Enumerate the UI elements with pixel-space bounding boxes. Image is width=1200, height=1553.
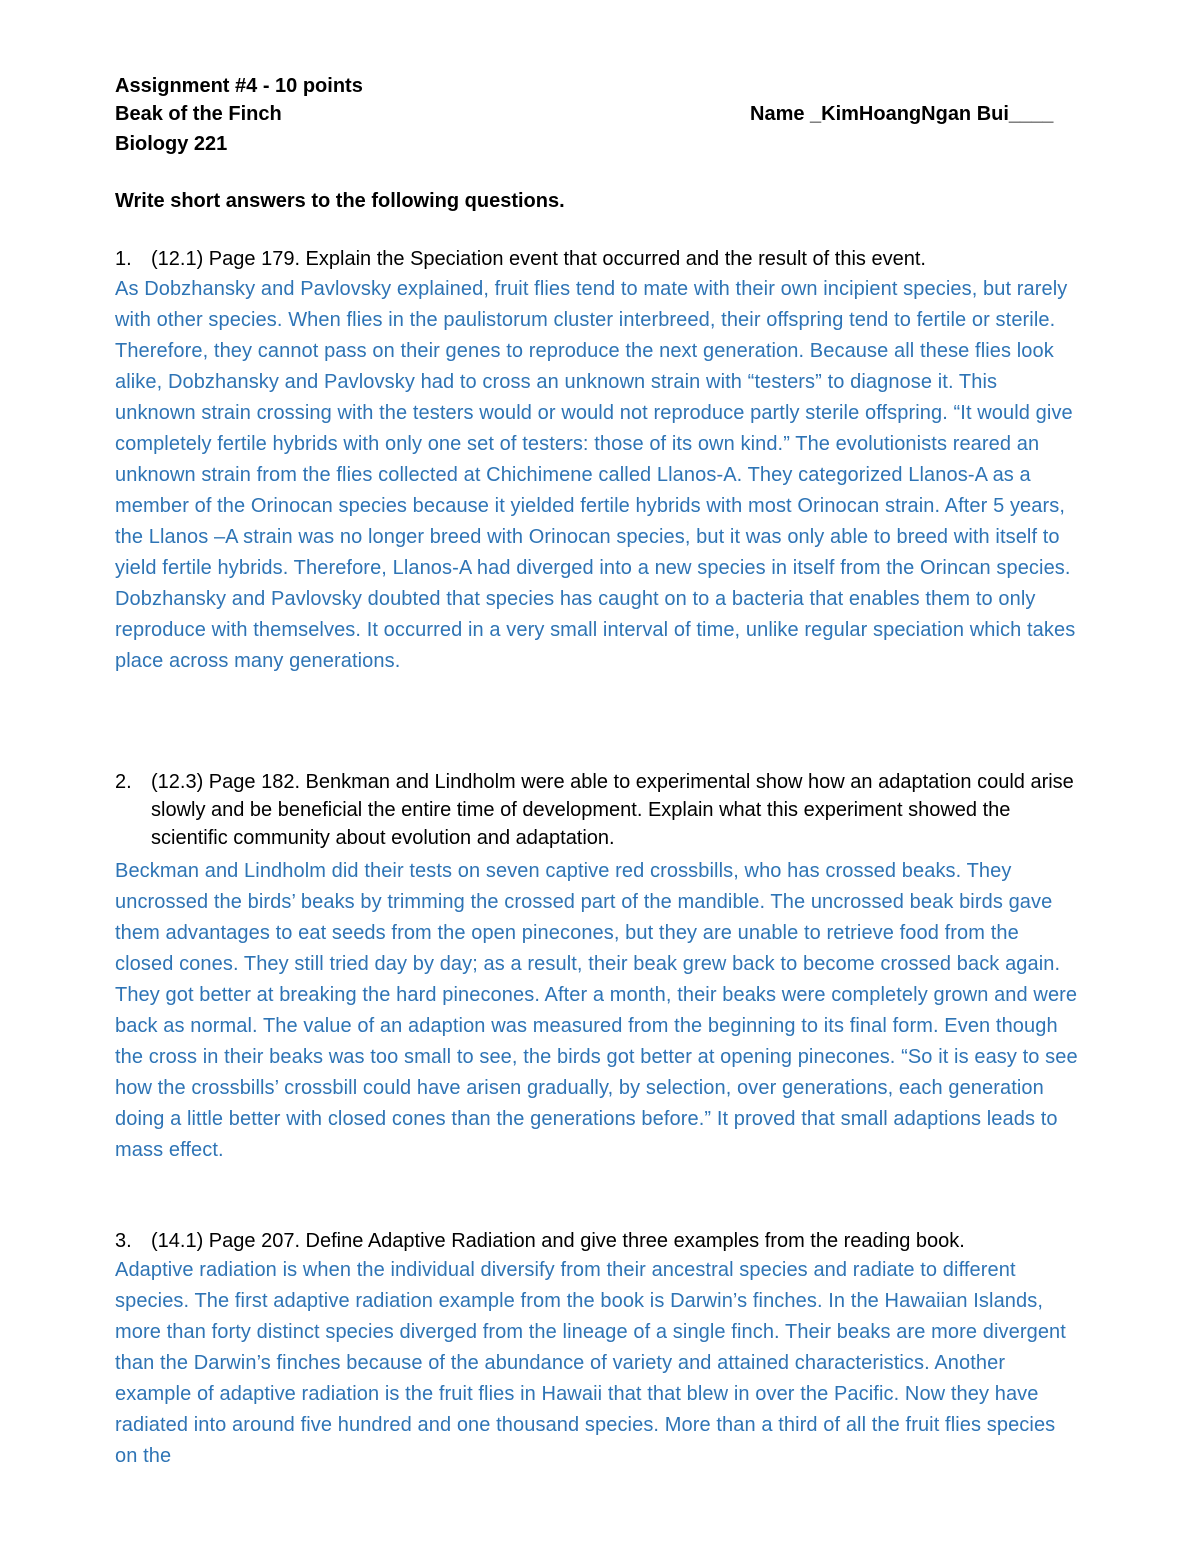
student-name: Name _KimHoangNgan Bui____ bbox=[750, 103, 1054, 125]
answer-2: Beckman and Lindholm did their tests on seven captive red crossbills, who has crossed beaks. They uncrossed the birds’ beaks by trimming the crossed part of the mandible. The uncrossed beak birds gave them advantages to eat seeds from the open pinecones, but they are unable to retrieve food from the closed cones. They still tried day by day; as a result, their beak grew back to become crossed back again. They got better at breaking the hard pinecones. After a month, their beaks were completely grown and were back as normal. The value of an adaption was measured from the beginning to its final form. Even though the cross in their beaks was too small to see, the birds got better at opening pinecones. “So it is easy to see how the crossbills’ crossbill could have arisen gradually, by selection, over generations, each generation doing a little better with closed cones than the generations before.” It proved that small adaptions leads to mass effect. bbox=[115, 860, 1078, 1161]
document-title: Beak of the Finch bbox=[115, 103, 282, 125]
question-2-prompt: (12.3) Page 182. Benkman and Lindholm were able to experimental show how an adaptation could arise slowly and be beneficial the entire time of development. Explain what this experiment showed the scientific community about evolution and adaptation. bbox=[151, 771, 1074, 849]
question-3-prompt: (14.1) Page 207. Define Adaptive Radiation and give three examples from the reading book. bbox=[151, 1230, 965, 1252]
question-2-number: 2. bbox=[115, 771, 132, 793]
question-1-number: 1. bbox=[115, 248, 132, 270]
question-3-number: 3. bbox=[115, 1230, 132, 1252]
instructions: Write short answers to the following questions. bbox=[115, 190, 565, 212]
answer-1: As Dobzhansky and Pavlovsky explained, fruit flies tend to mate with their own incipient species, but rarely with other species. When flies in the paulistorum cluster interbreed, their offspring tend to fertile or sterile. Therefore, they cannot pass on their genes to reproduce the next generation. Because all these flies look alike, Dobzhansky and Pavlovsky had to cross an unknown strain with “testers” to diagnose it. This unknown strain crossing with the testers would or would not reproduce partly sterile offspring. “It would give completely fertile hybrids with only one set of testers: those of its own kind.” The evolutionists reared an unknown strain from the flies collected at Chichimene called Llanos-A. They categorized Llanos-A as a member of the Orinocan species because it yielded fertile hybrids with most Orinocan strain. After 5 years, the Llanos –A strain was no longer breed with Orinocan species, but it was only able to breed with itself to yield fertile hybrids. Therefore, Llanos-A had diverged into a new species in itself from the Orincan species. Dobzhansky and Pavlovsky doubted that species has caught on to a bacteria that enables them to only reproduce with themselves. It occurred in a very small interval of time, unlike regular speciation which takes place across many generations. bbox=[115, 278, 1076, 672]
assignment-heading: Assignment #4 - 10 points bbox=[115, 75, 363, 97]
question-1-prompt: (12.1) Page 179. Explain the Speciation event that occurred and the result of this event. bbox=[151, 248, 926, 270]
question-2 bbox=[115, 768, 1075, 852]
course-name: Biology 221 bbox=[115, 133, 228, 155]
answer-3: Adaptive radiation is when the individual diversify from their ancestral species and radiate to different species. The first adaptive radiation example from the book is Darwin’s finches. In the Hawaiian Islands, more than forty distinct species diverged from the lineage of a single finch. Their beaks are more divergent than the Darwin’s finches because of the abundance of variety and attained characteristics. Another example of adaptive radiation is the fruit flies in Hawaii that that blew in over the Pacific. Now they have radiated into around five hundred and one thousand species. More than a third of all the fruit flies species on the bbox=[115, 1259, 1066, 1467]
question-3 bbox=[115, 1227, 1075, 1255]
question-1 bbox=[115, 245, 1075, 273]
